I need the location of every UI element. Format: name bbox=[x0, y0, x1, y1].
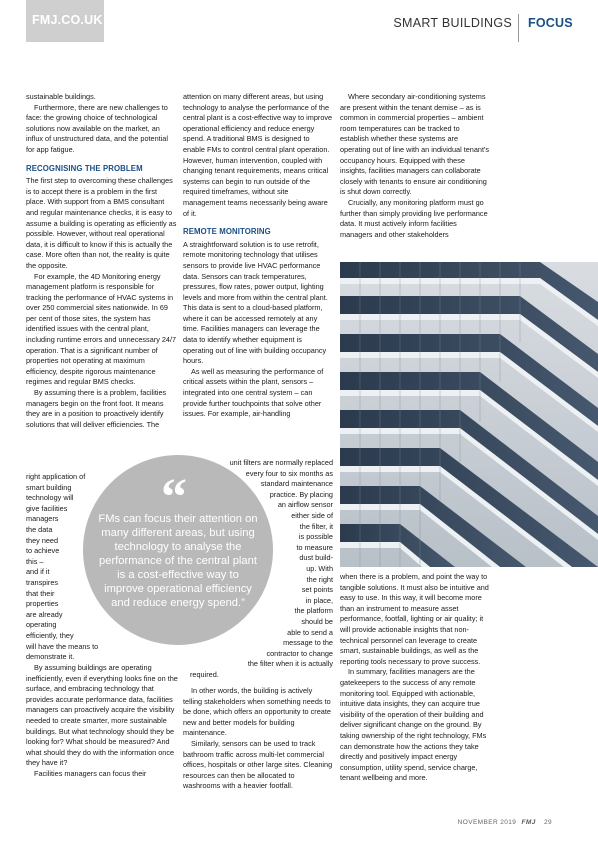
wrap-line: transpires bbox=[26, 577, 59, 587]
wrap-line: operating bbox=[26, 620, 57, 630]
paragraph: Similarly, sensors can be used to track bathroom traffic across multi-let commercial offices, hospitals or other large sites. Cleaning resources can then be allocated to washrooms with a heavier footfall. bbox=[183, 738, 333, 791]
column-3 bbox=[340, 92, 490, 240]
wrap-line: are already bbox=[26, 609, 63, 619]
page-header bbox=[0, 0, 598, 42]
paragraph: In other words, the building is actively telling stakeholders when something needs to be done, which offers an opportunity to create new and better models for building maintenance. bbox=[183, 686, 331, 738]
column-1-bottom bbox=[26, 663, 178, 780]
page-footer bbox=[458, 819, 552, 826]
wrap-line: practice. By placing bbox=[269, 489, 333, 499]
paragraph: sustainable buildings. bbox=[26, 92, 96, 101]
column-3-bottom bbox=[340, 572, 490, 784]
wrap-line: demonstrate it. bbox=[26, 652, 75, 662]
brand-mark: FMJ bbox=[521, 819, 536, 826]
wrap-line: set points bbox=[301, 585, 333, 595]
wrap-line: will have the means to bbox=[26, 641, 99, 651]
header-divider bbox=[518, 14, 519, 42]
wrap-line: able to send a bbox=[287, 627, 333, 637]
paragraph: The first step to overcoming these challenges is to accept there is a problem in the first place. With support from a BMS consultant and regular maintenance checks, it is easy to assume a building is operating as efficiently as possible. However, without real operational data, it is difficult to know if this is actually the case. More often than not, the reality is quite the opposite. bbox=[26, 176, 177, 270]
paragraph: attention on many different areas, but using technology to analyse the performance of the central plant is a cost-effective way to improve operational efficiency and reduce energy spend. A traditional BMS is designed to enable FMs to control central plant operation. However, human intervention, coupled with changing tenant requirements, means critical systems can begin to run outside of the required timeframes, without site management teams necessarily being aware of it. bbox=[183, 92, 333, 218]
wrap-line: they need bbox=[26, 535, 59, 545]
wrap-line: in place, bbox=[305, 595, 333, 605]
wrap-line: that their bbox=[26, 588, 55, 598]
wrap-line: the filter, it bbox=[299, 521, 333, 531]
wrap-line: required. bbox=[190, 669, 219, 679]
wrap-line: to measure bbox=[296, 542, 333, 552]
wrap-line: unit filters are normally replaced bbox=[229, 458, 333, 467]
paragraph: By assuming buildings are operating inefficiently, even if everything looks fine on the surface, and embracing technology that provides accurate performance data, facilities managers can proactively acquire the visibility needed to create smarter, more sustainable buildings. But what technology should they be looking for? What should be measured? And what should they do with the information once they have it? bbox=[26, 663, 178, 768]
wrap-line: technology will bbox=[26, 493, 74, 503]
wrap-line: the data bbox=[26, 524, 53, 534]
wrap-line: the filter when it is actually bbox=[247, 659, 333, 669]
wrap-line: smart building bbox=[26, 482, 72, 492]
wrap-line: efficiently, they bbox=[26, 630, 74, 640]
paragraph: Crucially, any monitoring platform must go further than simply providing live performance data. It must actively inform facilities managers and other stakeholders bbox=[340, 197, 488, 239]
paragraph: when there is a problem, and point the way to tangible solutions. It must also be intuitive and easy to use. In this way, it will become more than an instrument to measure asset performance, footfall, lighting or air quality; it will provide actionable insights that non-technical personnel can leverage to create smart, sustainable buildings, as well as the reporting tools necessary to prove success. bbox=[340, 572, 489, 666]
site-logo[interactable] bbox=[26, 0, 104, 42]
paragraph: A straightforward solution is to use retrofit, remote monitoring technology that utilises sensors to provide live HVAC performance data. Sensors can track temperatures, pressures, flow rates, power output, lighting levels and more from within the central plant. This data is sent to a cloud-based platform, where it can be accessed remotely at any time. Facilities managers can leverage the data to identify whether equipment is operating out of line with building occupancy hours. bbox=[183, 239, 328, 366]
subheading: REMOTE MONITORING bbox=[183, 227, 271, 237]
building-facade-illustration bbox=[340, 262, 598, 567]
wrap-line: standard maintenance bbox=[260, 479, 333, 489]
wrap-line: either side of bbox=[291, 510, 333, 520]
wrap-line: dust build- bbox=[299, 553, 333, 563]
wrap-line: to achieve bbox=[26, 546, 60, 556]
wrap-line: the right bbox=[306, 574, 333, 584]
paragraph: In summary, facilities managers are the gatekeepers to the success of any remote monitoring tool. Equipped with actionable, intuitive data insights, they can acquire true visibility of the operation of their building and deliver significant change on the ground. By taking ownership of the right technology, FMs can demonstrate how the actions they take directly and positively impact energy consumption, utility spend, service charge, tenant wellbeing and more. bbox=[340, 667, 487, 783]
wrap-line: the platform bbox=[294, 606, 333, 616]
paragraph: As well as measuring the performance of critical assets within the plant, sensors – integrated into one central system – can provide further touchpoints that solve other issues. For example, air-handling bbox=[183, 366, 324, 419]
pull-quote-text: FMs can focus their attention on many different areas, but using technology to analyse the performance of the central plant is a cost-effective way to improve operational efficiency and reduce energy spend.” bbox=[98, 513, 258, 609]
wrap-line: is possible bbox=[298, 532, 333, 542]
quote-mark-icon: “ bbox=[161, 469, 187, 526]
wrap-line: up. With bbox=[306, 563, 333, 573]
wrap-line: properties bbox=[26, 599, 59, 609]
section-title: SMART BUILDINGS bbox=[393, 16, 512, 30]
section-tag: FOCUS bbox=[528, 16, 573, 30]
wrap-line: message to the bbox=[283, 638, 333, 648]
paragraph: For example, the 4D Monitoring energy management platform is responsible for tracking the performance of HVAC systems in over 250 commercial sites nationwide. In 69 per cent of those sites, the system has identified issues with the central plant, including runtime errors and unnecessary 24/7 operation. That is a significant number of properties not operating at maximum efficiency, despite rigorous maintenance regimes and regular BMS checks. bbox=[26, 271, 177, 387]
wrap-line: contractor to change bbox=[266, 648, 333, 658]
column-2 bbox=[183, 92, 333, 420]
issue-date: NOVEMBER 2019 bbox=[457, 819, 517, 826]
paragraph: Where secondary air-conditioning systems are present within the tenant demise – as is common in commercial properties – ambient room temperatures can be tracked to establish whether these systems are operating out of line with an individual tenant's occupancy hours. Equipped with these insights, facilities managers can collaborate closely with tenants to ensure air conditioning is shut down correctly. bbox=[340, 92, 490, 197]
wrap-line: an airflow sensor bbox=[277, 500, 333, 510]
wrap-line: right application of bbox=[26, 472, 86, 481]
wrap-line: this – bbox=[26, 556, 44, 566]
wrap-line: should be bbox=[301, 616, 333, 626]
wrap-line: managers bbox=[26, 514, 59, 524]
paragraph: Facilities managers can focus their bbox=[34, 768, 147, 778]
paragraph: By assuming there is a problem, facilities managers begin on the front foot. It means they are in a position to proactively identify solutions that will deliver efficiencies. The bbox=[26, 388, 167, 429]
wrap-line: and if it bbox=[26, 567, 50, 577]
paragraph: Furthermore, there are new challenges to face: the growing choice of technological solutions now available on the market, an influx of unstructured data, and the potential for app fatigue. bbox=[26, 102, 168, 154]
wrap-line: give facilities bbox=[26, 503, 68, 513]
page-number: 29 bbox=[543, 819, 552, 826]
column-2-bottom bbox=[183, 686, 333, 792]
building-photo bbox=[340, 262, 598, 567]
subheading: RECOGNISING THE PROBLEM bbox=[26, 163, 143, 173]
logo-text: FMJ.CO.UK bbox=[32, 13, 103, 27]
column-1 bbox=[26, 92, 178, 430]
wrap-line: every four to six months as bbox=[245, 468, 333, 478]
